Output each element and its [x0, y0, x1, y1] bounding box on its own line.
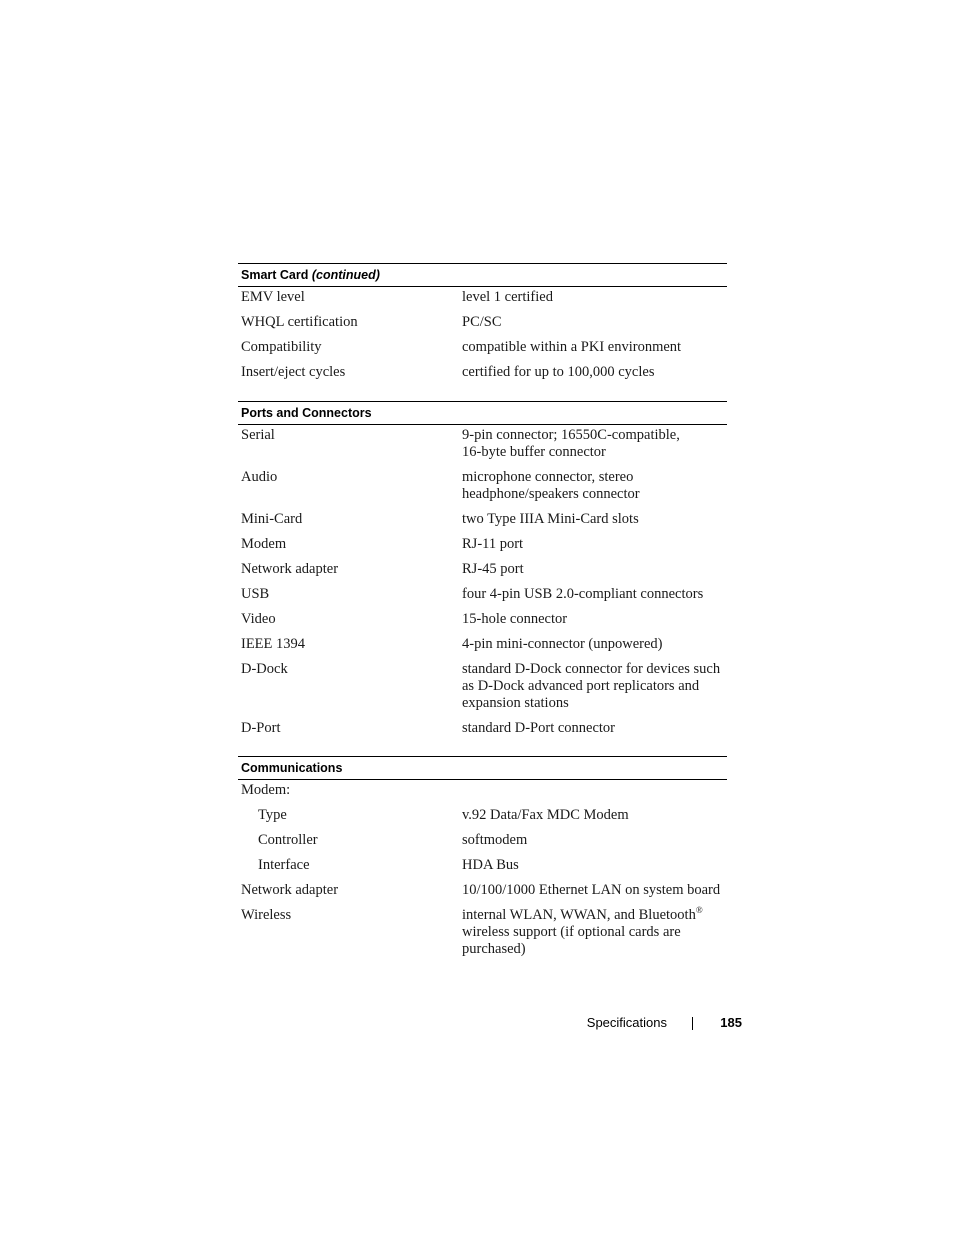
spec-value: four 4-pin USB 2.0-compliant connectors — [462, 586, 704, 602]
spec-label: Insert/eject cycles — [241, 364, 346, 380]
section-title: Smart Card — [241, 268, 309, 282]
spec-value: PC/SC — [462, 314, 502, 330]
spec-label: Controller — [258, 832, 318, 848]
spec-row — [238, 314, 727, 331]
spec-value: 10/100/1000 Ethernet LAN on system board — [462, 882, 721, 898]
spec-label: Audio — [241, 469, 278, 485]
spec-label: Network adapter — [241, 561, 339, 577]
page-footer — [560, 1015, 742, 1035]
spec-label: Wireless — [241, 907, 292, 923]
spec-value: two Type IIIA Mini-Card slots — [462, 511, 639, 527]
section-header — [238, 401, 727, 425]
section-title: Communications — [241, 761, 343, 775]
section-header — [238, 263, 727, 287]
section-header — [238, 756, 727, 780]
spec-row — [238, 427, 727, 461]
spec-value: standard D-Port connector — [462, 720, 616, 736]
spec-row — [238, 469, 727, 503]
spec-label: Mini-Card — [241, 511, 303, 527]
spec-label: Video — [241, 611, 276, 627]
spec-row — [238, 807, 727, 824]
spec-value: microphone connector, stereo headphone/speakers connector — [462, 469, 640, 502]
registered-mark: ® — [695, 905, 703, 916]
spec-value — [462, 782, 727, 799]
section-title: Ports and Connectors — [241, 406, 372, 420]
spec-row — [238, 339, 727, 356]
spec-row — [238, 611, 727, 628]
page-number: 185 — [720, 1015, 742, 1030]
spec-label: WHQL certification — [241, 314, 358, 330]
spec-row — [238, 832, 727, 849]
footer-divider — [692, 1017, 693, 1030]
spec-label: USB — [241, 586, 270, 602]
spec-value: standard D-Dock connector for devices such as D-Dock advanced port replicators and expansion stations — [462, 661, 721, 711]
spec-row — [238, 857, 727, 874]
spec-row — [238, 661, 727, 712]
spec-label: Modem: — [241, 782, 291, 798]
spec-row — [238, 561, 727, 578]
spec-label: D-Dock — [241, 661, 288, 677]
spec-row — [238, 289, 727, 306]
continued-label: (continued) — [311, 268, 380, 282]
spec-row — [238, 720, 727, 737]
spec-label: Compatibility — [241, 339, 322, 355]
spec-row — [238, 586, 727, 603]
spec-label: Type — [258, 807, 287, 823]
spec-value: 9-pin connector; 16550C-compatible, 16-byte buffer connector — [462, 427, 680, 460]
communications-section — [238, 756, 727, 966]
spec-value: RJ-11 port — [462, 536, 524, 552]
spec-value: RJ-45 port — [462, 561, 524, 577]
spec-row — [238, 536, 727, 553]
spec-row — [238, 882, 727, 899]
spec-label: D-Port — [241, 720, 281, 736]
spec-row — [238, 511, 727, 528]
spec-value: 15-hole connector — [462, 611, 568, 627]
footer-section-name: Specifications — [586, 1015, 667, 1030]
spec-label: IEEE 1394 — [241, 636, 306, 652]
spec-label: Serial — [241, 427, 275, 443]
spec-row — [238, 636, 727, 653]
spec-row — [238, 364, 727, 381]
spec-value: level 1 certified — [462, 289, 553, 305]
ports-connectors-section — [238, 401, 727, 745]
spec-label: Network adapter — [241, 882, 339, 898]
spec-value: HDA Bus — [462, 857, 519, 873]
spec-value: certified for up to 100,000 cycles — [462, 364, 655, 380]
smart-card-section — [238, 263, 727, 389]
spec-value: v.92 Data/Fax MDC Modem — [462, 807, 629, 823]
spec-label: EMV level — [241, 289, 305, 305]
spec-label: Modem — [241, 536, 287, 552]
spec-value: 4-pin mini-connector (unpowered) — [462, 636, 663, 652]
spec-row — [238, 782, 727, 799]
spec-row — [238, 907, 727, 958]
spec-value: compatible within a PKI environment — [462, 339, 682, 355]
spec-value: internal WLAN, WWAN, and Bluetooth® wireless support (if optional cards are purchased) — [462, 905, 703, 957]
spec-label: Interface — [258, 857, 310, 873]
spec-value: softmodem — [462, 832, 528, 848]
